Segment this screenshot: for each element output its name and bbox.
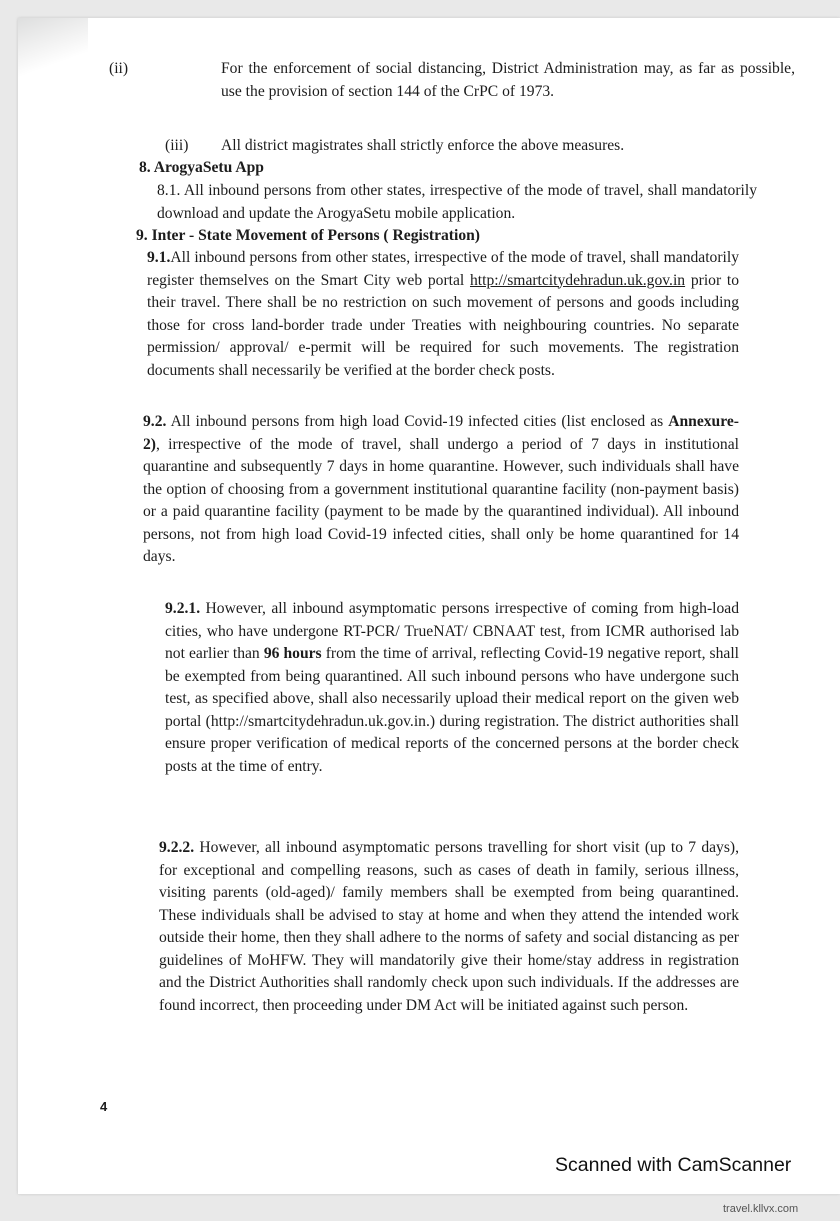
item-ii-label: (ii) (109, 60, 129, 77)
para-9-2-text-b: , irrespective of the mode of travel, shall undergo a period of 7 days in institutional quarantine and subsequently 7 days in home quarantine. However, such individuals shall have the option of choosing from a government institutional quarantine facility (non-payment basis) or a paid quarantine facility (payment to be made by the quarantined individual). All inbound persons, not from high load Covid-19 infected cities, shall only be home quarantined for 14 days. (143, 435, 739, 565)
annexure-2-ref: Annexure-2) (143, 413, 739, 453)
para-9-2-2-number: 9.2.2. (159, 839, 195, 856)
para-9-1-text-a: All inbound persons from other states, irrespective of the mode of travel, shall mandatorily register themselves on the Smart City web portal (147, 249, 739, 289)
document-body (18, 18, 840, 1194)
item-ii (109, 58, 795, 103)
smart-city-portal-link[interactable]: http://smartcitydehradun.uk.gov.in (469, 271, 686, 289)
page-number: 4 (100, 1099, 108, 1114)
camscanner-label: Scanned with CamScanner (555, 1154, 792, 1176)
para-8-1: 8.1. All inbound persons from other states, irrespective of the mode of travel, shall mandatorily download and update the ArogyaSetu mobile application. (157, 182, 757, 222)
para-9-2-1-number: 9.2.1. (165, 600, 201, 617)
para-9-1-number: 9.1. (147, 249, 171, 266)
scanned-page (18, 18, 840, 1194)
item-iii-text: All district magistrates shall strictly enforce the above measures. (221, 137, 625, 154)
section-9-heading: 9. Inter - State Movement of Persons ( Registration) (136, 227, 480, 244)
para-9-2-number: 9.2. (143, 413, 167, 430)
para-9-1-text-b: prior to their travel. There shall be no restriction on such movement of persons and goods including those for cross land-border trade under Treaties with neighbouring countries. No separate permission/ approval/ e-permit will be required for such movements. The registration documents shall necessarily be verified at the border check posts. (147, 271, 739, 379)
item-ii-text: For the enforcement of social distancing, District Administration may, as far as possible, use the provision of section 144 of the CrPC of 1973. (221, 60, 795, 100)
ninety-six-hours: 96 hours (263, 645, 322, 662)
para-9-2-2-text: However, all inbound asymptomatic persons travelling for short visit (up to 7 days), for exceptional and compelling reasons, such as cases of death in family, serious illness, visiting parents (old-aged)/ family members shall be exempted from being quarantined. These individuals shall be advised to stay at home and when they attend the intended work outside their home, then they shall adhere to the norms of safety and social distancing as per guidelines of MoHFW. They will mandatorily give their home/stay address in registration and the District Authorities shall randomly check upon such individuals. If the addresses are found incorrect, then proceeding under DM Act will be initiated against such person. (159, 839, 740, 1014)
para-9-2-1-text-b: from the time of arrival, reflecting Covid-19 negative report, shall be exempted from being quarantined. All such inbound persons who have undergone such test, as specified above, shall also necessarily upload their medical report on the given web portal (http://smartcitydehradun.uk.gov.in.) during registration. The district authorities shall ensure proper verification of medical reports of the concerned persons at the border check posts at the time of entry. (165, 645, 740, 775)
para-9-2-1-text-a: However, all inbound asymptomatic persons irrespective of coming from high-load cities, who have undergone RT-PCR/ TrueNAT/ CBNAAT test, from ICMR authorised lab not earlier than (165, 600, 740, 662)
watermark: travel.kllvx.com (723, 1203, 799, 1215)
para-9-2-2 (159, 837, 739, 1017)
para-9-2 (143, 411, 739, 569)
para-9-1 (147, 247, 739, 382)
para-9-2-1 (165, 598, 739, 778)
item-iii-label: (iii) (165, 137, 189, 154)
section-8-heading: 8. ArogyaSetu App (139, 159, 264, 176)
item-iii (165, 135, 739, 158)
para-9-2-text-a: All inbound persons from high load Covid-19 infected cities (list enclosed as (170, 413, 664, 430)
